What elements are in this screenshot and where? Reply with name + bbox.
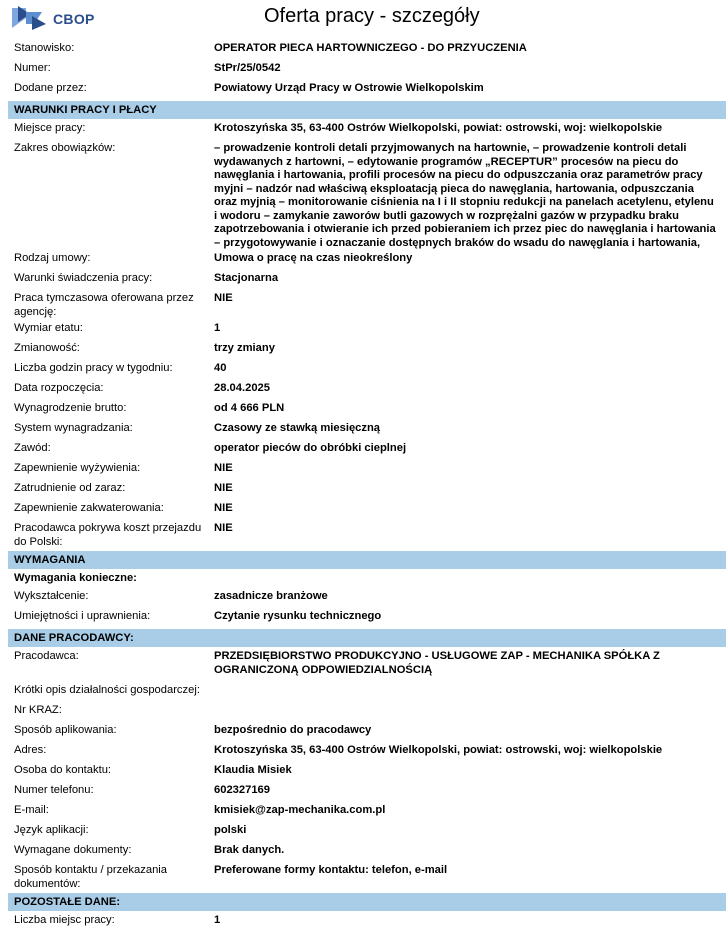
- gross-salary-label: Wynagrodzenie brutto:: [14, 402, 127, 414]
- occupation-value: operator pieców do obróbki cieplnej: [214, 442, 407, 454]
- page-header: [0, 0, 726, 38]
- phone-value: 602327169: [214, 784, 270, 796]
- address-value: Krotoszyńska 35, 63-400 Ostrów Wielkopolski, powiat: ostrowski, woj: wielkopolskie: [214, 744, 663, 756]
- application-method-row: [8, 722, 726, 742]
- workplace-row: [8, 120, 726, 140]
- contact-method-value: Preferowane formy kontaktu: telefon, e-mail: [214, 864, 448, 876]
- gross-salary-value: od 4 666 PLN: [214, 402, 285, 414]
- offer-number-row: [8, 60, 726, 80]
- occupation-label: Zawód:: [14, 442, 51, 454]
- shifts-value: trzy zmiany: [214, 342, 275, 354]
- fte-value: 1: [214, 322, 221, 334]
- meals-label: Zapewnienie wyżywienia:: [14, 462, 141, 474]
- phone-label: Numer telefonu:: [14, 784, 94, 796]
- contact-person-row: [8, 762, 726, 782]
- accommodation-value: NIE: [214, 502, 233, 514]
- application-method-label: Sposób aplikowania:: [14, 724, 117, 736]
- weekly-hours-row: [8, 360, 726, 380]
- weekly-hours-label: Liczba godzin pracy w tygodniu:: [14, 362, 173, 374]
- business-description-row: [8, 682, 726, 702]
- business-description-label: Krótki opis działalności gospodarczej:: [14, 684, 200, 696]
- work-mode-label: Warunki świadczenia pracy:: [14, 272, 153, 284]
- contact-method-label: Sposób kontaktu / przekazania dokumentów:: [14, 864, 167, 890]
- added-by-value: Powiatowy Urząd Pracy w Ostrowie Wielkopolskim: [214, 82, 484, 94]
- cbop-logo: [12, 6, 122, 32]
- travel-cost-row: [8, 520, 726, 550]
- application-method-value: bezpośrednio do pracodawcy: [214, 724, 372, 736]
- application-language-value: polski: [214, 824, 247, 836]
- vacancies-count-row: [8, 912, 726, 932]
- kraz-number-value: [206, 704, 726, 722]
- skills-value: Czytanie rysunku technicznego: [214, 610, 382, 622]
- kraz-number-label: Nr KRAZ:: [14, 704, 62, 716]
- travel-cost-value: NIE: [214, 522, 233, 534]
- contact-person-value: Klaudia Misiek: [214, 764, 292, 776]
- business-description-value: [206, 684, 726, 702]
- cbop-logo-icon: [12, 6, 52, 32]
- accommodation-label: Zapewnienie zakwaterowania:: [14, 502, 164, 514]
- immediate-hire-value: NIE: [214, 482, 233, 494]
- work-mode-row: [8, 270, 726, 290]
- added-by-label: Dodane przez:: [14, 82, 87, 94]
- workplace-value: Krotoszyńska 35, 63-400 Ostrów Wielkopolski, powiat: ostrowski, woj: wielkopolskie: [214, 122, 663, 134]
- meals-row: [8, 460, 726, 480]
- offer-number-label: Numer:: [14, 62, 51, 74]
- requirements-section-header: WYMAGANIA: [8, 551, 726, 569]
- gross-salary-row: [8, 400, 726, 420]
- position-label: Stanowisko:: [14, 42, 75, 54]
- employer-name-label: Pracodawca:: [14, 650, 79, 662]
- education-row: [8, 588, 726, 608]
- page-title: Oferta pracy - szczegóły: [264, 5, 480, 27]
- required-documents-value: Brak danych.: [214, 844, 285, 856]
- shifts-row: [8, 340, 726, 360]
- vacancies-count-value: 1: [214, 914, 221, 926]
- pay-system-row: [8, 420, 726, 440]
- occupation-row: [8, 440, 726, 460]
- immediate-hire-row: [8, 480, 726, 500]
- temp-agency-value: NIE: [214, 292, 233, 304]
- weekly-hours-value: 40: [214, 362, 227, 374]
- start-date-row: [8, 380, 726, 400]
- added-by-row: [8, 80, 726, 100]
- contact-method-row: [8, 862, 726, 892]
- duties-row: [8, 140, 726, 250]
- pay-system-label: System wynagradzania:: [14, 422, 133, 434]
- duties-value: – prowadzenie kontroli detali przyjmowanych na hartownie, – prowadzenie kontroli detali wydawanych z hartowni, – edytowanie programów „RECEPTUR” procesów na piecu do nawęglania i hartowania, profili procesów na piecu do odpuszczania oraz parametrów pracy myjni – nadzór nad właściwą eksploatacją pieca do nawęglania, hartowania, odpuszczania oraz myjnią – monitorowanie ciśnienia na I i II stopniu redukcji na panelach acetylenu, etylenu i wodoru – zamykanie zaworów butli gazowych w rozprężalni gazów w przypadku braku zapotrzebowania i otwieranie ich przed pobieraniem ich przez piec do nawęglania i hartowania – przygotowywanie i oznaczanie dostępnych braków do wsadu do nawęglania i hartowania,: [214, 142, 716, 249]
- start-date-label: Data rozpoczęcia:: [14, 382, 104, 394]
- phone-row: [8, 782, 726, 802]
- contact-person-label: Osoba do kontaktu:: [14, 764, 112, 776]
- address-row: [8, 742, 726, 762]
- offer-details: [8, 40, 726, 932]
- education-value: zasadnicze branżowe: [214, 590, 328, 602]
- contract-type-value: Umowa o pracę na czas nieokreślony: [214, 252, 413, 264]
- pay-system-value: Czasowy ze stawką miesięczną: [214, 422, 381, 434]
- fte-row: [8, 320, 726, 340]
- education-label: Wykształcenie:: [14, 590, 89, 602]
- travel-cost-label: Pracodawca pokrywa koszt przejazdu do Polski:: [14, 522, 202, 548]
- shifts-label: Zmianowość:: [14, 342, 80, 354]
- email-value: kmisiek@zap-mechanika.com.pl: [214, 804, 386, 816]
- logo-text: CBOP: [53, 11, 95, 27]
- duties-label: Zakres obowiązków:: [14, 142, 116, 154]
- employer-section-header: DANE PRACODAWCY:: [8, 629, 726, 647]
- contract-type-label: Rodzaj umowy:: [14, 252, 91, 264]
- kraz-number-row: [8, 702, 726, 722]
- meals-value: NIE: [214, 462, 233, 474]
- immediate-hire-label: Zatrudnienie od zaraz:: [14, 482, 126, 494]
- position-value: OPERATOR PIECA HARTOWNICZEGO - DO PRZYUCZENIA: [214, 42, 527, 54]
- vacancies-count-label: Liczba miejsc pracy:: [14, 914, 115, 926]
- skills-label: Umiejętności i uprawnienia:: [14, 610, 151, 622]
- contract-type-row: [8, 250, 726, 270]
- accommodation-row: [8, 500, 726, 520]
- position-row: [8, 40, 726, 60]
- employer-name-value: PRZEDSIĘBIORSTWO PRODUKCYJNO - USŁUGOWE ZAP - MECHANIKA SPÓŁKA Z OGRANICZONĄ ODPOWIEDZIALNOŚCIĄ: [214, 650, 660, 676]
- other-data-section-header: POZOSTAŁE DANE:: [8, 893, 726, 911]
- employer-name-row: [8, 648, 726, 682]
- start-date-value: 28.04.2025: [214, 382, 270, 394]
- application-language-row: [8, 822, 726, 842]
- fte-label: Wymiar etatu:: [14, 322, 83, 334]
- email-label: E-mail:: [14, 804, 49, 816]
- address-label: Adres:: [14, 744, 47, 756]
- required-requirements-subhead: Wymagania konieczne:: [14, 572, 137, 584]
- required-documents-row: [8, 842, 726, 862]
- skills-row: [8, 608, 726, 628]
- email-row: [8, 802, 726, 822]
- work-conditions-section-header: WARUNKI PRACY I PŁACY: [8, 101, 726, 119]
- offer-number-value: StPr/25/0542: [214, 62, 281, 74]
- temp-agency-row: [8, 290, 726, 320]
- work-mode-value: Stacjonarna: [214, 272, 279, 284]
- application-language-label: Język aplikacji:: [14, 824, 89, 836]
- workplace-label: Miejsce pracy:: [14, 122, 86, 134]
- temp-agency-label: Praca tymczasowa oferowana przez agencję:: [14, 292, 194, 318]
- required-documents-label: Wymagane dokumenty:: [14, 844, 132, 856]
